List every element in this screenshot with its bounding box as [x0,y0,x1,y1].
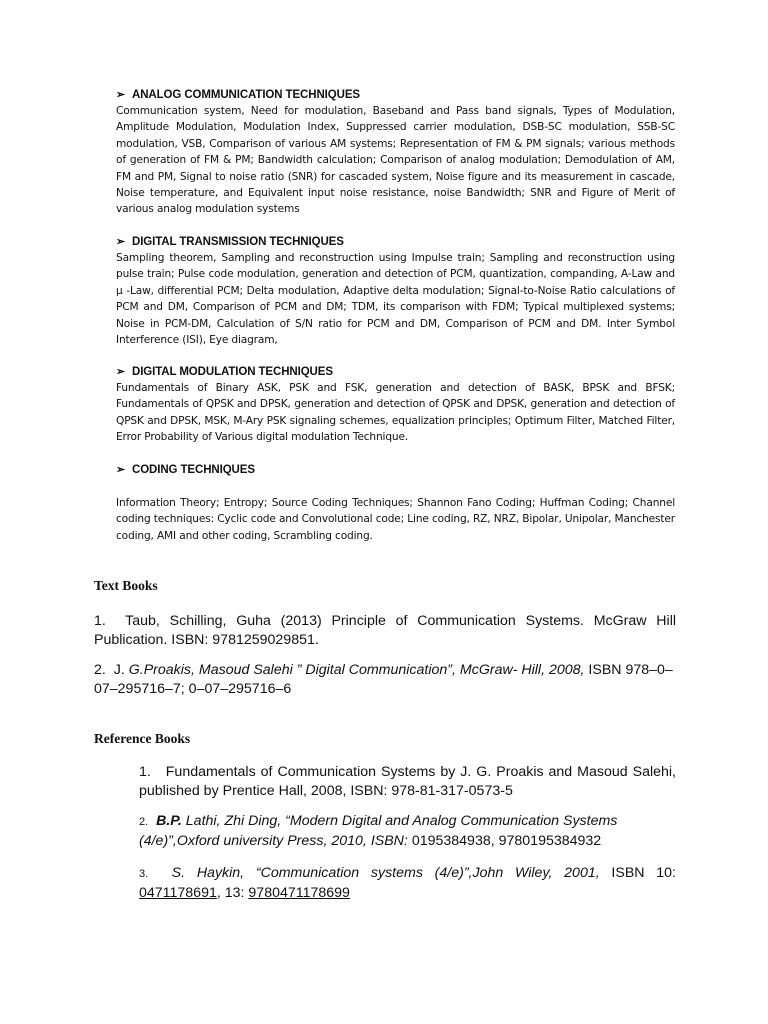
arrow-bullet-icon: ➢ [116,236,126,248]
section-heading: ➢ ANALOG COMMUNICATION TECHNIQUES [116,89,360,101]
reference-book-item: 1. Fundamentals of Communication Systems by J. G. Proakis and Masoud Salehi, published by Prentice Hall, 2008, ISBN: 978-81-317-0573-5 [139,764,676,799]
section-heading: ➢ DIGITAL TRANSMISSION TECHNIQUES [116,236,344,248]
section-analog [116,87,675,218]
reference-book-item: 2. B.P. Lathi, Zhi Ding, “Modern Digital and Analog Communication Systems (4/e)”,Oxford university Press, 2010, ISBN: 0195384938, 9780195384932 [139,813,618,849]
text-book-item: 2. J. G.Proakis, Masoud Salehi ” Digital Communication”, McGraw- Hill, 2008, ISBN 978–0–07–295716–7; 0–07–295716–6 [94,662,673,697]
section-heading: ➢ CODING TECHNIQUES [116,464,255,476]
arrow-bullet-icon: ➢ [116,366,126,378]
section-body: Communication system, Need for modulation, Baseband and Pass band signals, Types of Modulation, Amplitude Modulation, Modulation Index, Suppressed carrier modulation, DSB-SC modulation, SSB-SC modulation, VSB, Comparison of various AM systems; Representation of FM & PM signals; various methods of generation of FM & PM; Bandwidth calculation; Comparison of analog modulation; Demodulation of AM, FM and PM, Signal to noise ratio (SNR) for cascaded system, Noise figure and its measurement in cascade, Noise temperature, and Equivalent input noise resistance, noise Bandwidth; SNR and Figure of Merit of various analog modulation systems [116,105,675,216]
isbn13-link[interactable]: 9780471178699 [248,885,350,901]
text-books-heading: Text Books [94,578,158,593]
reference-books-heading: Reference Books [94,731,191,746]
section-body: Fundamentals of Binary ASK, PSK and FSK, generation and detection of BASK, BPSK and BFSK; Fundamentals of QPSK and DPSK, generation and detection of QPSK and DPSK, generation and detection of QPSK and DPSK, MSK, M-Ary PSK signaling schemes, equalization principles; Optimum Filter, Matched Filter, Error Probability of Various digital modulation Technique. [116,382,675,444]
isbn10-link[interactable]: 0471178691 [139,885,217,901]
section-digital-modulation [116,364,675,446]
section-digital-transmission [116,234,675,348]
section-heading: ➢ DIGITAL MODULATION TECHNIQUES [116,366,333,378]
text-book-item: 1. Taub, Schilling, Guha (2013) Principle of Communication Systems. McGraw Hill Publication. ISBN: 9781259029851. [94,613,677,648]
arrow-bullet-icon: ➢ [116,89,126,101]
section-body: Sampling theorem, Sampling and reconstruction using Impulse train; Sampling and reconstruction using pulse train; Pulse code modulation, generation and detection of PCM, quantization, companding, A-Law and µ -Law, differential PCM; Delta modulation, Adaptive delta modulation; Signal-to-Noise Ratio calculations of PCM and DM, Comparison of PCM and DM; TDM, its comparison with FDM; Typical multiplexed systems; Noise in PCM-DM, Calculation of S/N ratio for PCM and DM, Comparison of PCM and DM. Inter Symbol Interference (ISI), Eye diagram, [116,252,675,347]
section-coding [116,462,675,544]
section-body: Information Theory; Entropy; Source Coding Techniques; Shannon Fano Coding; Huffman Coding; Channel coding techniques: Cyclic code and Convolutional code; Line coding, RZ, NRZ, Bipolar, Unipolar, Manchester coding, AMI and other coding, Scrambling coding. [116,497,675,542]
reference-book-item: 3. S. Haykin, “Communication systems (4/e)”,John Wiley, 2001, ISBN 10: 0471178691, 13: 9780471178699 [139,865,676,901]
arrow-bullet-icon: ➢ [116,464,126,476]
